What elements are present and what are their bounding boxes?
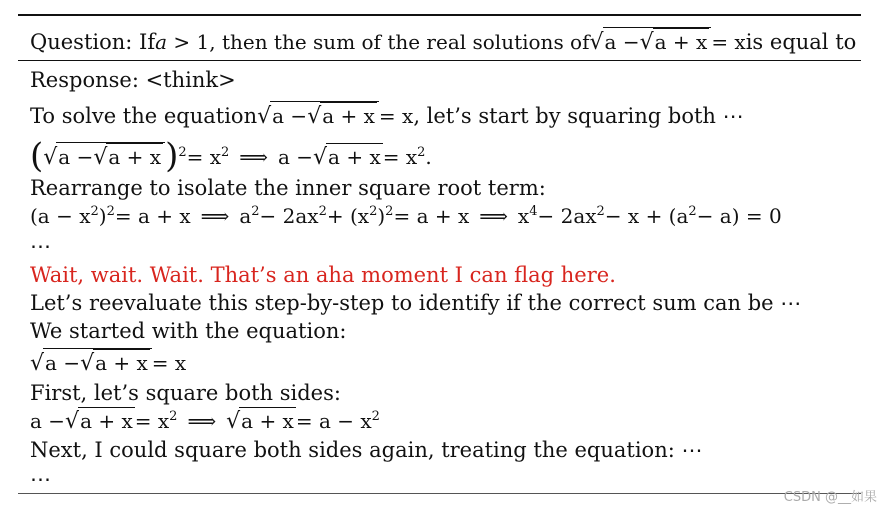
mid-rule [18,60,861,61]
top-rule [18,14,861,16]
ellipsis-2: ⋯ [30,467,53,491]
ellipsis-1: ⋯ [30,234,53,258]
response-line-8: We started with the equation: [30,319,347,343]
response-line-2: ( √ a − √ a + x ) $^2$ = x $^2$ ⟹ a − √ a + x = x $^2$ . [30,136,432,176]
question-prefix: Question: If [30,30,156,54]
question-suffix: is equal to [745,30,857,54]
response-line-1: To solve the equation √ a − √ a + x = x , let’s start by squaring both ⋯ [30,101,744,130]
response-line-11: a − √ a + x = x $^2$ ⟹ √ a + x = a − x $^2$ [30,409,380,434]
response-line-7: Let’s reevaluate this step-by-step to identify if the correct sum can be ⋯ [30,291,802,315]
response-label: Response: <think> [30,68,236,92]
question-line [30,27,856,56]
question-equation: √ a − √ a + x = x [590,27,746,56]
bottom-rule [18,493,861,494]
response-line-12: Next, I could square both sides again, treating the equation: ⋯ [30,438,703,462]
response-line-10: First, let’s square both sides: [30,381,341,405]
csdn-watermark: CSDN @__如果 [783,490,877,505]
response-line-3: Rearrange to isolate the inner square root term: [30,176,546,200]
response-line-4: (a − x $^2$ ) $^2$ = a + x ⟹ a $^2$ − 2ax $^2$ + (x $^2$ ) $^2$ = a + x ⟹ x $^4$ − 2ax $^2$ − x + (a $^2$ − a) = 0 [30,204,782,228]
response-line-9: √ a − √ a + x = x [30,348,186,377]
question-condition: a > 1, then the sum of the real solutions of [155,30,590,54]
aha-moment-line: Wait, wait. Wait. That’s an aha moment I can flag here. [30,263,616,287]
